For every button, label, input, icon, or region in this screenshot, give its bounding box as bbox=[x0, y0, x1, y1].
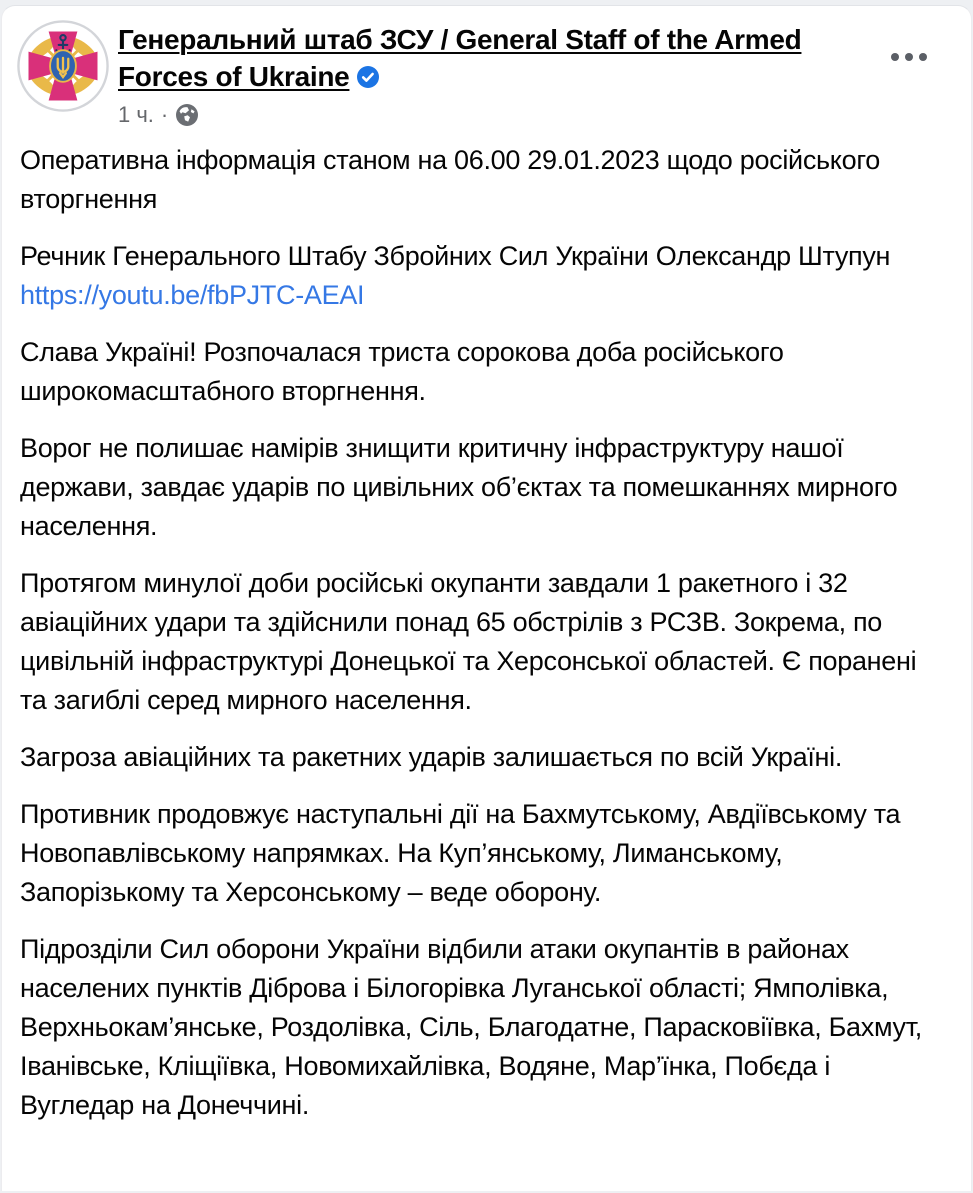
post-paragraph: Противник продовжує наступальні дії на Бахмутському, Авдіївському та Новопавлівському напрямках. На Куп’янському, Лиманському, Запорізькому та Херсонському – веде оборону. bbox=[20, 799, 901, 907]
globe-audience-icon bbox=[175, 103, 199, 127]
ellipsis-dot bbox=[905, 53, 913, 61]
post-paragraph: Оперативна інформація станом на 06.00 29.01.2023 щодо російського вторгнення bbox=[20, 145, 881, 214]
post-header-text bbox=[118, 20, 863, 128]
post-paragraph: Слава Україні! Розпочалася триста сорокова доба російського широкомасштабного вторгнення. bbox=[20, 337, 784, 406]
post-paragraph: Підрозділи Сил оборони України відбили атаки окупантів в районах населених пунктів Діброва і Білогорівка Луганської області; Ямполівка, Верхньокам’янське, Роздолівка, Сіль, Благодатне, Парасковіївка, Бахмут, Іванівське, Кліщіївка, Новомихайлівка, Водяне, Мар’їнка, Побєда і Вугледар на Донеччині. bbox=[20, 934, 923, 1120]
facebook-post-card bbox=[1, 5, 972, 1191]
post-timestamp[interactable]: 1 ч. bbox=[118, 102, 154, 127]
paragraph-text: Речник Генерального Штабу Збройних Сил України Олександр Штупун bbox=[20, 241, 891, 271]
post-paragraph: Протягом минулої доби російські окупанти завдали 1 ракетного і 32 авіаційних удари та здійснили понад 65 обстрілів з РСЗВ. Зокрема, по цивільній інфраструктурі Донецької та Херсонської областей. Є поранені та загиблі серед мирного населення. bbox=[20, 568, 917, 715]
post-body bbox=[2, 128, 971, 1149]
post-paragraph: Загроза авіаційних та ракетних ударів залишається по всій Україні. bbox=[20, 742, 843, 772]
youtube-link[interactable]: https://youtu.be/fbPJTC-AEAI bbox=[20, 280, 365, 310]
verified-badge-icon bbox=[356, 61, 380, 85]
meta-separator: · bbox=[160, 102, 169, 127]
page-name-link[interactable] bbox=[118, 24, 801, 92]
armed-forces-emblem-icon bbox=[17, 20, 109, 112]
post-options-button[interactable] bbox=[885, 47, 933, 67]
ellipsis-dot bbox=[891, 53, 899, 61]
post-header bbox=[2, 6, 971, 128]
ellipsis-dot bbox=[919, 53, 927, 61]
post-paragraph: Ворог не полишає намірів знищити критичну інфраструктуру нашої держави, завдає ударів по цивільних об’єктах та помешканнях мирного населення. bbox=[20, 433, 898, 541]
post-paragraph bbox=[20, 237, 947, 315]
page-avatar[interactable] bbox=[17, 20, 109, 112]
page-name: Генеральний штаб ЗСУ / General Staff of the Armed Forces of Ukraine bbox=[118, 24, 802, 92]
post-meta bbox=[118, 102, 863, 128]
